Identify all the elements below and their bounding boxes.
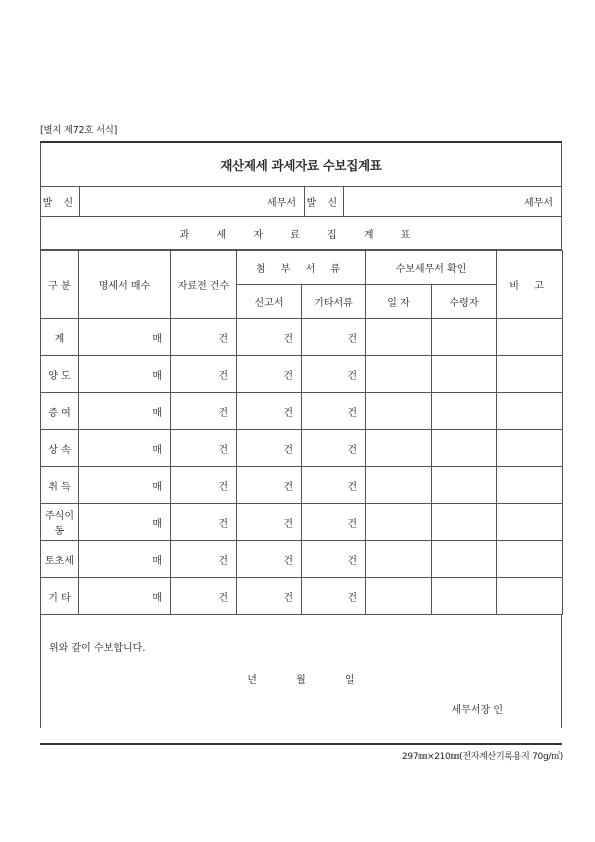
table-row [41,319,563,356]
remarks-cell[interactable] [497,541,563,578]
table-row [41,504,563,541]
table-row [41,430,563,467]
remarks-cell[interactable] [497,356,563,393]
other-docs-cell[interactable]: 건 [302,467,366,504]
receiver-label: 발 신 [305,187,344,216]
receiver-office-suffix: 세무서 [524,198,553,209]
other-docs-cell[interactable]: 건 [302,430,366,467]
statement-count-cell[interactable]: 매 [79,430,171,467]
statement-count-cell[interactable]: 매 [79,504,171,541]
report-cell[interactable]: 건 [237,319,302,356]
signer-line: 세무서장 인 [451,705,503,716]
sheet-title: 과 세 자 료 집 계 표 [40,217,562,250]
row-category: 취 득 [41,467,79,504]
table-row [41,541,563,578]
other-docs-cell[interactable]: 건 [302,504,366,541]
date-cell[interactable] [366,430,432,467]
date-cell[interactable] [366,356,432,393]
data-count-cell[interactable]: 건 [171,393,237,430]
receiver-cell[interactable] [432,319,497,356]
report-cell[interactable]: 건 [237,356,302,393]
statement-count-cell[interactable]: 매 [79,393,171,430]
remarks-cell[interactable] [497,504,563,541]
header-attachments: 첨 부 서 류 [237,251,366,285]
footer-area [40,615,562,728]
form-number: [별지 제72호 서식] [40,125,118,136]
statement-count-cell[interactable]: 매 [79,467,171,504]
receiver-cell[interactable] [432,467,497,504]
header-report: 신고서 [237,285,302,319]
sender-label: 발 신 [41,187,80,216]
data-count-cell[interactable]: 건 [171,430,237,467]
header-statement-count: 명세서 매수 [79,251,171,319]
other-docs-cell[interactable]: 건 [302,319,366,356]
data-count-cell[interactable]: 건 [171,541,237,578]
data-count-cell[interactable]: 건 [171,504,237,541]
sender-office-field[interactable] [80,187,305,216]
receiver-cell[interactable] [432,356,497,393]
receiver-office-field[interactable] [344,187,561,216]
receiver-cell[interactable] [432,541,497,578]
row-category: 계 [41,319,79,356]
year-field[interactable]: 년 [247,675,257,686]
table-row [41,393,563,430]
remarks-cell[interactable] [497,393,563,430]
sender-receiver-row [40,187,562,217]
statement-count-cell[interactable]: 매 [79,356,171,393]
table-row [41,356,563,393]
remarks-cell[interactable] [497,467,563,504]
table-row [41,578,563,615]
remarks-cell[interactable] [497,578,563,615]
row-category: 기 타 [41,578,79,615]
row-category: 토초세 [41,541,79,578]
other-docs-cell[interactable]: 건 [302,356,366,393]
report-cell[interactable]: 건 [237,541,302,578]
data-count-cell[interactable]: 건 [171,578,237,615]
receiver-cell[interactable] [432,504,497,541]
month-field[interactable]: 월 [296,675,306,686]
date-cell[interactable] [366,467,432,504]
submission-notice: 위와 같이 수보합니다. [49,643,146,654]
other-docs-cell[interactable]: 건 [302,393,366,430]
date-cell[interactable] [366,541,432,578]
remarks-cell[interactable] [497,430,563,467]
date-cell[interactable] [366,393,432,430]
date-cell[interactable] [366,319,432,356]
data-count-cell[interactable]: 건 [171,356,237,393]
paper-spec: 297㎜×210㎜(전자계산기록용지 70g/㎡) [401,752,563,762]
statement-count-cell[interactable]: 매 [79,541,171,578]
header-row-1 [41,251,563,285]
data-count-cell[interactable]: 건 [171,467,237,504]
row-category: 증 여 [41,393,79,430]
receiver-cell[interactable] [432,393,497,430]
header-data-count: 자료전 건수 [171,251,237,319]
date-line [41,671,561,686]
header-other-docs: 기타서류 [302,285,366,319]
date-cell[interactable] [366,578,432,615]
header-receiver: 수령자 [432,285,497,319]
row-category: 주식이동 [41,504,79,541]
sender-office-suffix: 세무서 [267,198,296,209]
report-cell[interactable]: 건 [237,393,302,430]
header-category: 구 분 [41,251,79,319]
row-category: 양 도 [41,356,79,393]
statement-count-cell[interactable]: 매 [79,319,171,356]
header-confirmation: 수보세무서 확인 [366,251,497,285]
receiver-cell[interactable] [432,430,497,467]
receiver-cell[interactable] [432,578,497,615]
header-date: 일 자 [366,285,432,319]
statement-count-cell[interactable]: 매 [79,578,171,615]
report-cell[interactable]: 건 [237,504,302,541]
tax-data-summary-form [40,141,562,745]
day-field[interactable]: 일 [345,675,355,686]
form-title: 재산제세 과세자료 수보집계표 [40,143,562,187]
other-docs-cell[interactable]: 건 [302,578,366,615]
row-category: 상 속 [41,430,79,467]
table-row [41,467,563,504]
report-cell[interactable]: 건 [237,578,302,615]
report-cell[interactable]: 건 [237,430,302,467]
date-cell[interactable] [366,504,432,541]
report-cell[interactable]: 건 [237,467,302,504]
header-remarks: 비 고 [497,251,563,319]
other-docs-cell[interactable]: 건 [302,541,366,578]
data-count-cell[interactable]: 건 [171,319,237,356]
summary-table [40,250,563,615]
remarks-cell[interactable] [497,319,563,356]
